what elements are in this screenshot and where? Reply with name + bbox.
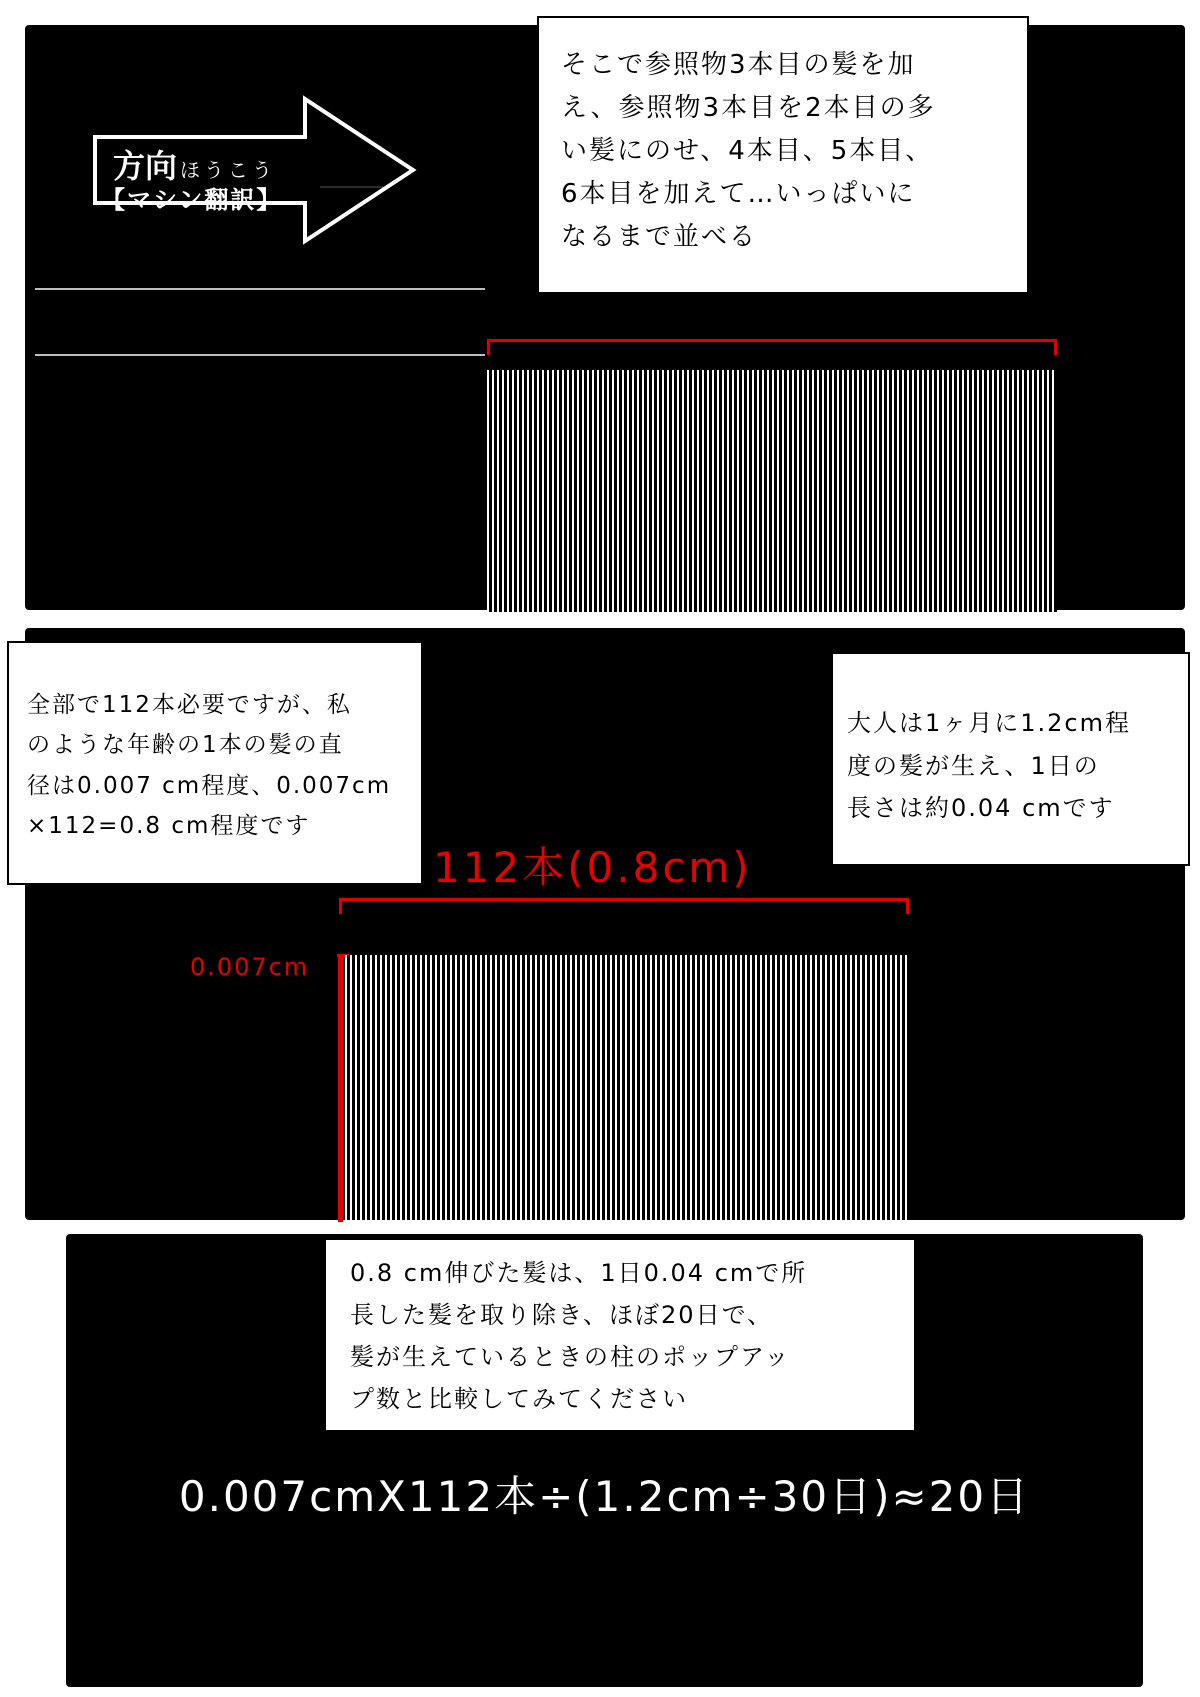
formula: 0.007cmX112本÷(1.2cm÷30日)≈20日 (178, 1472, 1031, 1521)
width-bracket-112 (339, 898, 909, 914)
width-bracket (487, 339, 1057, 355)
arrow-subtitle: 【マシン翻訳】 (101, 186, 283, 214)
caption-panel-1: そこで参照物3本目の髪を加 え、参照物3本目を2本目の多 い髪にのせ、4本目、5本目、 6本目を加えて…いっぱいに なるまで並べる (537, 16, 1029, 294)
hair-strands-block-112 (345, 955, 909, 1220)
caption-panel-2-left: 全部で112本必要ですが、私 のような年齢の1本の髪の直 径は0.007 cm程度、0.007cm ×112=0.8 cm程度です (7, 641, 423, 885)
arrow-title: 方向 (113, 147, 178, 185)
guide-line-upper (35, 288, 485, 290)
diameter-marker (338, 954, 343, 1222)
width-label: 112本(0.8cm) (433, 843, 752, 892)
caption-panel-2-right: 大人は1ヶ月に1.2cm程 度の髪が生え、1日の 長さは約0.04 cmです (831, 652, 1190, 866)
hair-strands-block (487, 370, 1057, 612)
direction-arrow (65, 95, 435, 245)
caption-panel-3: 0.8 cm伸びた髪は、1日0.04 cmで所 長した髪を取り除き、ほぼ20日で、 髪が生えているときの柱のポップアッ プ数と比較してみてください (324, 1238, 916, 1432)
arrow-ruby: ほうこう (180, 158, 276, 182)
diameter-label: 0.007cm (190, 953, 310, 981)
guide-line-lower (35, 354, 485, 356)
